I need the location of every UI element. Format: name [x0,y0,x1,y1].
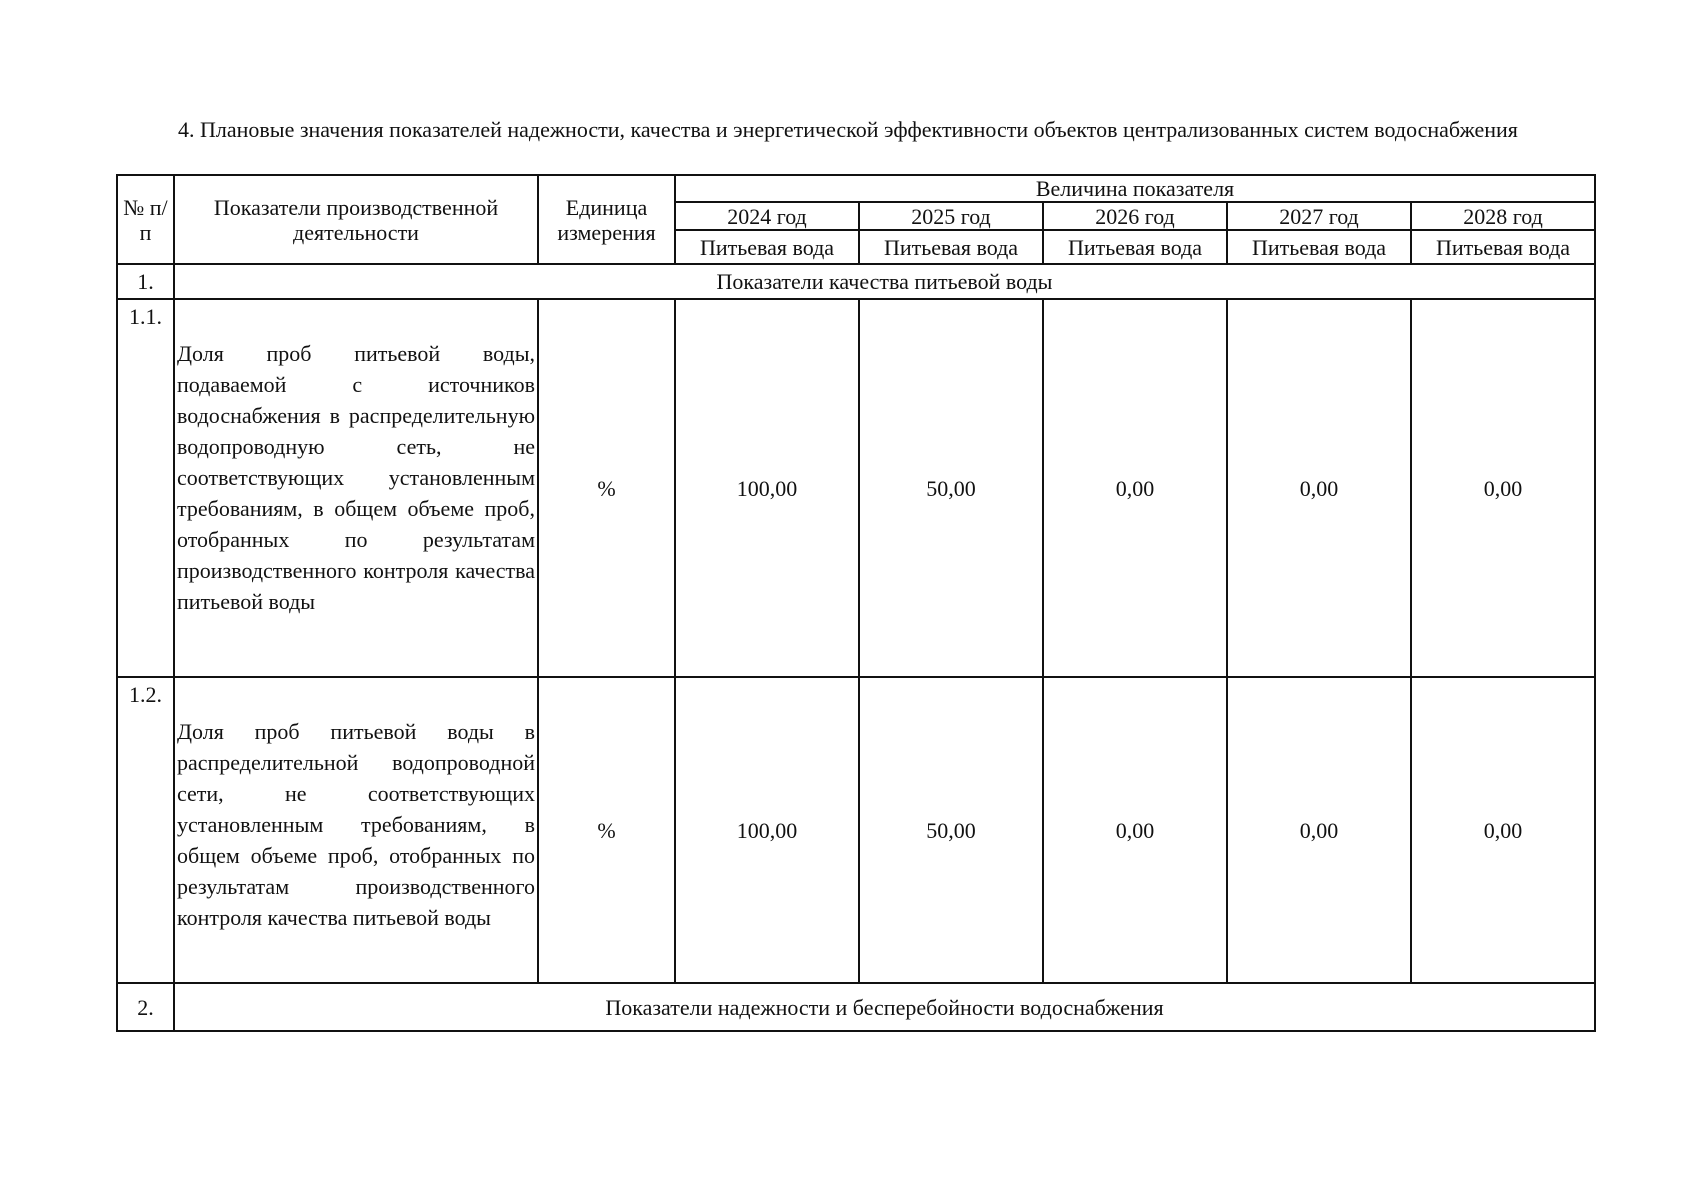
row-num: 1.2. [117,677,174,983]
row-value: 50,00 [859,677,1043,983]
section-row [117,983,1595,1031]
header-row-main [117,175,1595,202]
table-row [117,299,1595,677]
row-value: 0,00 [1411,299,1595,677]
header-water-type: Питьевая вода [859,230,1043,264]
row-value: 0,00 [1227,677,1411,983]
indicators-table [116,174,1596,1032]
section-num: 2. [117,983,174,1031]
header-water-type: Питьевая вода [1411,230,1595,264]
table-row [117,677,1595,983]
section-num: 1. [117,264,174,299]
row-value: 50,00 [859,299,1043,677]
row-num: 1.1. [117,299,174,677]
header-water-type: Питьевая вода [675,230,859,264]
row-indicator: Доля проб питьевой воды в распределительной водопроводной сети, не соответствующих установленным требованиям, в общем объеме проб, отобранных по результатам производственного контроля качества питьевой воды [174,677,538,983]
row-value: 100,00 [675,299,859,677]
header-year: 2028 год [1411,202,1595,230]
row-unit: % [538,677,675,983]
header-year: 2027 год [1227,202,1411,230]
row-value: 0,00 [1411,677,1595,983]
section-title: Показатели надежности и бесперебойности водоснабжения [174,983,1595,1031]
row-value: 0,00 [1227,299,1411,677]
document-heading: 4. Плановые значения показателей надежности, качества и энергетической эффективности объектов централизованных систем водоснабжения [178,117,1518,142]
header-num: № п/п [117,175,174,264]
row-unit: % [538,299,675,677]
header-year: 2024 год [675,202,859,230]
header-value: Величина показателя [675,175,1595,202]
header-year: 2026 год [1043,202,1227,230]
header-indicator: Показатели производственной деятельности [174,175,538,264]
row-value: 0,00 [1043,299,1227,677]
header-water-type: Питьевая вода [1043,230,1227,264]
header-unit: Единица измерения [538,175,675,264]
section-title: Показатели качества питьевой воды [174,264,1595,299]
header-year: 2025 год [859,202,1043,230]
row-indicator: Доля проб питьевой воды, подаваемой с источников водоснабжения в распределительную водопроводную сеть, не соответствующих установленным требованиям, в общем объеме проб, отобранных по результатам производственного контроля качества питьевой воды [174,299,538,677]
row-value: 100,00 [675,677,859,983]
section-row [117,264,1595,299]
row-value: 0,00 [1043,677,1227,983]
header-water-type: Питьевая вода [1227,230,1411,264]
